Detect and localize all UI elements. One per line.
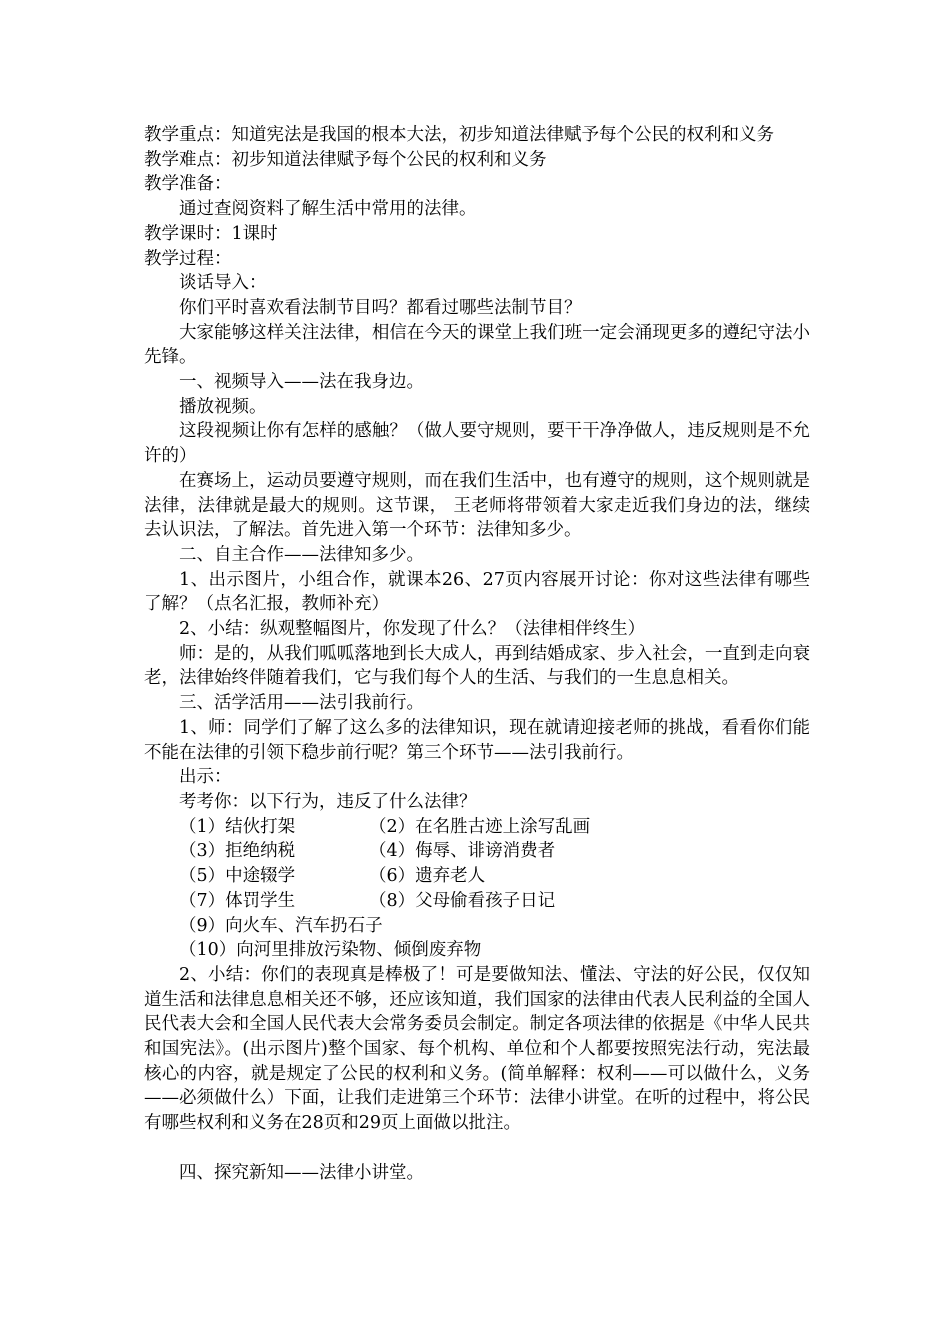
section-1-question: 这段视频让你有怎样的感触？（做人要守规则，要干干净净做人，违反规则是不允许的） <box>144 421 810 467</box>
section-2-teacher: 师：是的，从我们呱呱落地到长大成人，再到结婚成家、步入社会，一直到走向衰老，法律始终伴随着我们，它与我们每个人的生活、与我们的一生息息相关。 <box>144 643 810 689</box>
intro-question: 你们平时喜欢看法制节目吗？都看过哪些法制节目？ <box>179 297 582 318</box>
quiz-row <box>144 815 810 840</box>
quiz-item: （1）结伙打架 <box>179 816 296 837</box>
section-3-item-1: 1、师：同学们了解了这么多的法律知识，现在就请迎接老师的挑战，看看你们能不能在法律的引领下稳步前行呢？第三个环节——法引我前行。 <box>144 717 810 763</box>
hours: 教学课时：1课时 <box>144 223 278 244</box>
difficulties: 教学难点：初步知道法律赋予每个公民的权利和义务 <box>144 149 547 170</box>
section-3-quiz: 考考你：以下行为，违反了什么法律？ <box>179 791 477 812</box>
process-title: 教学过程： <box>144 248 232 269</box>
quiz-item: （2）在名胜古迹上涂写乱画 <box>369 816 591 837</box>
section-2-item-1: 1、出示图片，小组合作，就课本26、27页内容展开讨论：你对这些法律有哪些了解？（点名汇报，教师补充） <box>144 569 810 615</box>
quiz-item: （10）向河里排放污染物、倾倒废弃物 <box>179 940 482 961</box>
section-2-item-2: 2、小结：纵观整幅图片，你发现了什么？（法律相伴终生） <box>179 619 646 640</box>
quiz-row <box>144 889 810 914</box>
quiz-item: （7）体罚学生 <box>179 890 296 911</box>
section-3-show: 出示： <box>179 767 232 788</box>
blank-line <box>144 1136 810 1161</box>
quiz-item: （8）父母偷看孩子日记 <box>369 890 556 911</box>
section-4-title: 四、探究新知——法律小讲堂。 <box>179 1162 424 1183</box>
quiz-item: （9）向火车、汽车扔石子 <box>179 915 383 936</box>
section-1-title: 一、视频导入——法在我身边。 <box>179 372 424 393</box>
section-2-title: 二、自主合作——法律知多少。 <box>179 544 424 565</box>
section-3-title: 三、活学活用——法引我前行。 <box>179 693 424 714</box>
document-page <box>144 123 810 1185</box>
quiz-row <box>144 864 810 889</box>
section-1-play: 播放视频。 <box>179 396 267 417</box>
section-1-paragraph: 在赛场上，运动员要遵守规则，而在我们生活中，也有遵守的规则，这个规则就是法律，法律就是最大的规则。这节课， 王老师将带领着大家走近我们身边的法，继续去认识法，了解法。首先进入第一个环节：法律知多少。 <box>144 470 810 541</box>
quiz-row <box>144 839 810 864</box>
section-3-summary: 2、小结：你们的表现真是棒极了！可是要做知法、懂法、守法的好公民，仅仅知道生活和法律息息相关还不够，还应该知道，我们国家的法律由代表人民利益的全国人民代表大会和全国人民代表大会常务委员会制定。制定各项法律的依据是《中华人民共和国宪法》。(出示图片)整个国家、每个机构、单位和个人都要按照宪法行动，宪法最核心的内容，就是规定了公民的权利和义务。(简单解释：权利——可以做什么，义务——必须做什么）下面，让我们走进第三个环节：法律小讲堂。在听的过程中，将公民有哪些权利和义务在28页和29页上面做以批注。 <box>144 964 810 1134</box>
intro-title: 谈话导入： <box>179 273 267 294</box>
key-points: 教学重点：知道宪法是我国的根本大法，初步知道法律赋予每个公民的权利和义务 <box>144 125 774 145</box>
quiz-item: （3）拒绝纳税 <box>179 841 296 862</box>
quiz-item: （4）侮辱、诽谤消费者 <box>369 841 556 862</box>
quiz-item: （5）中途辍学 <box>179 866 296 887</box>
prep-title: 教学准备： <box>144 174 232 195</box>
prep-body: 通过查阅资料了解生活中常用的法律。 <box>179 199 477 220</box>
intro-paragraph: 大家能够这样关注法律，相信在今天的课堂上我们班一定会涌现更多的遵纪守法小先锋。 <box>144 322 810 368</box>
quiz-item: （6）遗弃老人 <box>369 866 486 887</box>
